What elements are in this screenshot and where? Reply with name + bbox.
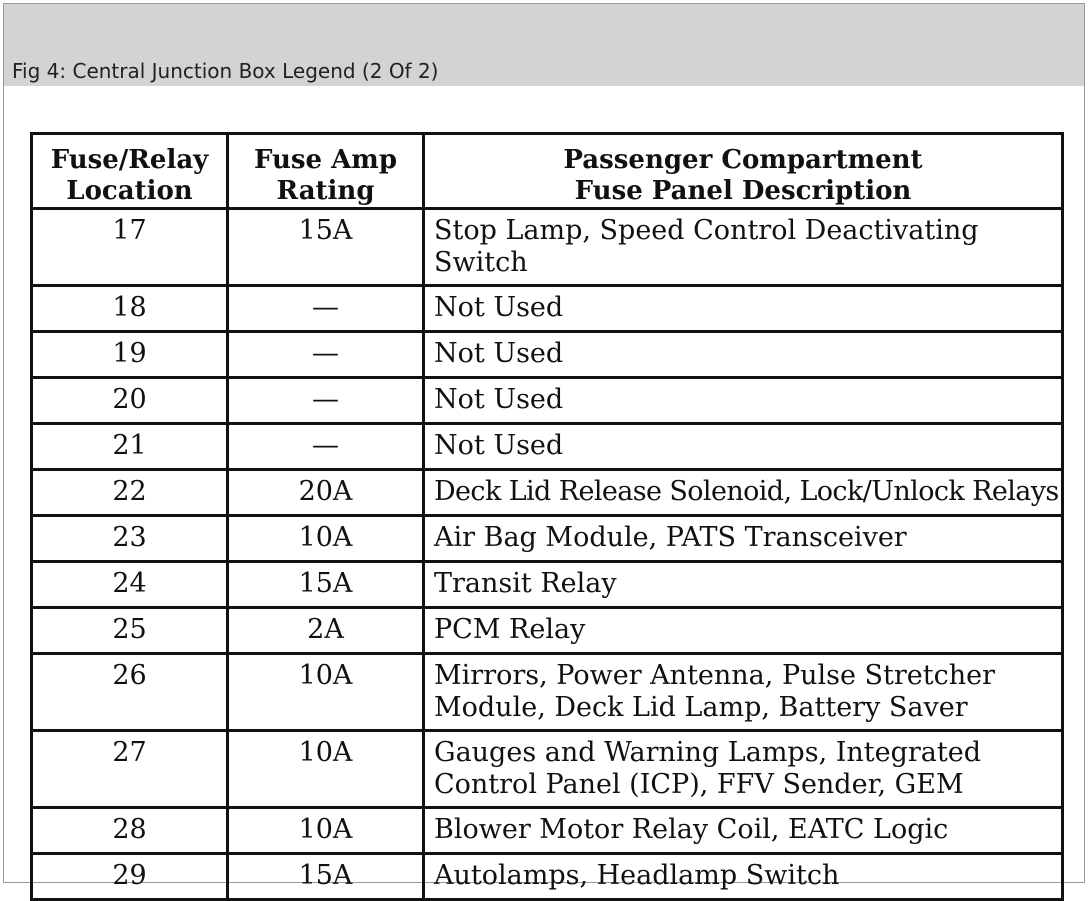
cell-location: 17 <box>32 209 228 286</box>
cell-description: Not Used <box>424 424 1063 470</box>
cell-description: Not Used <box>424 332 1063 378</box>
header-location-line-2: Location <box>66 176 193 206</box>
figure-title-bar <box>4 4 1084 86</box>
cell-description: Blower Motor Relay Coil, EATC Logic <box>424 808 1063 854</box>
cell-description: Autolamps, Headlamp Switch <box>424 854 1063 900</box>
cell-description: Deck Lid Release Solenoid, Lock/Unlock Relays <box>424 470 1063 516</box>
table-row <box>32 854 1063 900</box>
cell-amp-rating: — <box>228 332 424 378</box>
table-row <box>32 731 1063 808</box>
cell-amp-rating: 2A <box>228 608 424 654</box>
cell-amp-rating: — <box>228 424 424 470</box>
cell-description: PCM Relay <box>424 608 1063 654</box>
cell-location: 18 <box>32 286 228 332</box>
cell-amp-rating: 15A <box>228 854 424 900</box>
cell-amp-rating: 20A <box>228 470 424 516</box>
cell-description: Stop Lamp, Speed Control Deactivating Switch <box>424 209 1063 286</box>
table-row <box>32 424 1063 470</box>
cell-description: Not Used <box>424 286 1063 332</box>
header-amp-rating <box>228 134 424 209</box>
cell-location: 26 <box>32 654 228 731</box>
cell-location: 21 <box>32 424 228 470</box>
cell-amp-rating: 10A <box>228 808 424 854</box>
figure-title: Fig 4: Central Junction Box Legend (2 Of 2) <box>12 59 439 83</box>
table-row <box>32 378 1063 424</box>
table-header-row <box>32 134 1063 209</box>
fuse-legend-table <box>30 132 1064 901</box>
cell-description: Not Used <box>424 378 1063 424</box>
cell-description: Mirrors, Power Antenna, Pulse Stretcher Module, Deck Lid Lamp, Battery Saver <box>424 654 1063 731</box>
cell-location: 25 <box>32 608 228 654</box>
cell-amp-rating: 10A <box>228 654 424 731</box>
cell-description: Air Bag Module, PATS Transceiver <box>424 516 1063 562</box>
table-row <box>32 470 1063 516</box>
cell-amp-rating: 15A <box>228 209 424 286</box>
cell-location: 19 <box>32 332 228 378</box>
cell-amp-rating: 10A <box>228 731 424 808</box>
header-description-line-1: Passenger Compartment <box>563 145 923 175</box>
cell-amp-rating: — <box>228 378 424 424</box>
table-row <box>32 808 1063 854</box>
cell-amp-rating: — <box>228 286 424 332</box>
cell-description: Gauges and Warning Lamps, Integrated Control Panel (ICP), FFV Sender, GEM <box>424 731 1063 808</box>
cell-location: 23 <box>32 516 228 562</box>
cell-amp-rating: 15A <box>228 562 424 608</box>
cell-location: 20 <box>32 378 228 424</box>
cell-location: 22 <box>32 470 228 516</box>
cell-location: 29 <box>32 854 228 900</box>
header-amp-line-2: Rating <box>276 176 375 206</box>
figure-frame <box>3 3 1085 891</box>
table-row <box>32 562 1063 608</box>
header-amp-line-1: Fuse Amp <box>254 145 397 175</box>
cell-location: 24 <box>32 562 228 608</box>
table-row <box>32 209 1063 286</box>
table-row <box>32 654 1063 731</box>
cell-description: Transit Relay <box>424 562 1063 608</box>
cell-amp-rating: 10A <box>228 516 424 562</box>
table-row <box>32 286 1063 332</box>
header-description <box>424 134 1063 209</box>
table-row <box>32 516 1063 562</box>
header-description-line-2: Fuse Panel Description <box>574 176 912 206</box>
table-row <box>32 608 1063 654</box>
cell-location: 27 <box>32 731 228 808</box>
header-location <box>32 134 228 209</box>
header-location-line-1: Fuse/Relay <box>50 145 209 175</box>
table-row <box>32 332 1063 378</box>
cell-location: 28 <box>32 808 228 854</box>
